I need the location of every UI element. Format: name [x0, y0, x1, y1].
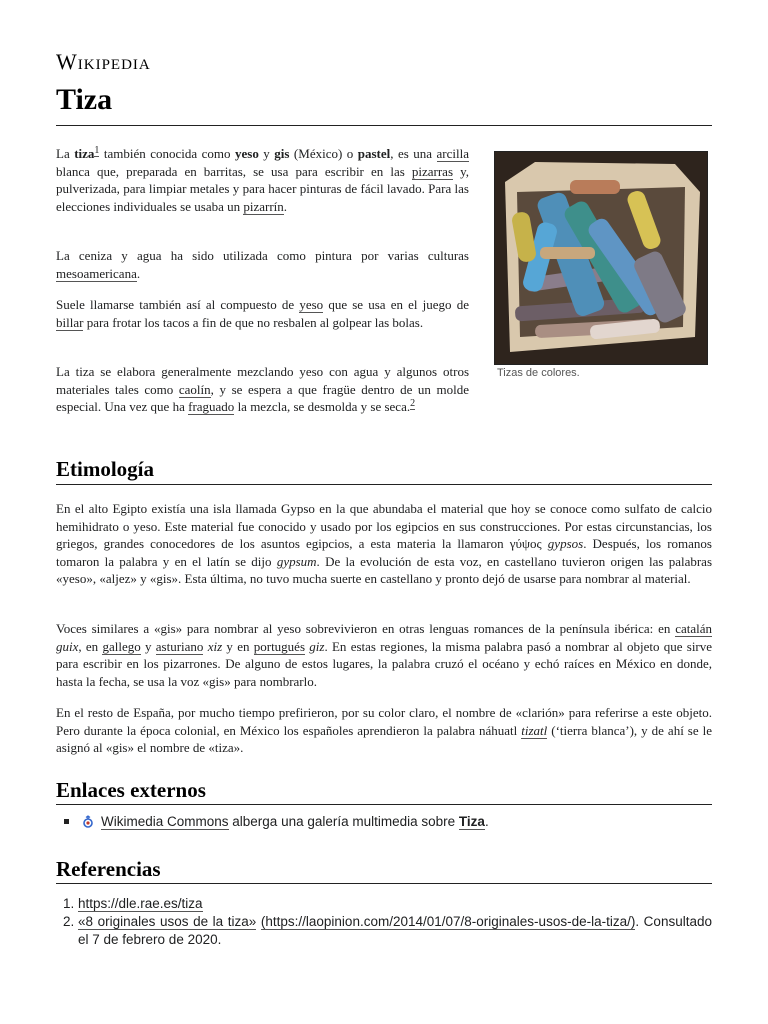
text: y en: [222, 638, 254, 654]
text: Voces similares a «gis» para nombrar al yeso sobrevivieron en otras lenguas romances de la península ibérica: en: [56, 621, 676, 636]
italic-term: guix: [56, 638, 79, 654]
text: alberga una galería multimedia sobre: [228, 814, 459, 829]
link-portugues[interactable]: portugués: [253, 638, 306, 654]
text: En el alto Egipto existía una isla llamada Gypso en la que abundaba el material que hoy se conoce como sulfato de calcio hemihidrato o yeso. Este material fue conocido y usado por los egipcios en sus construcciones. Por estas circunstancias, los griegos, grandes conocedores de los asuntos egipcios, a esta materia la llamaron γύψος: [56, 501, 712, 552]
link-pizarras[interactable]: pizarras: [411, 163, 454, 179]
wikipedia-wordmark[interactable]: Wikipedia: [56, 49, 151, 74]
text: la mezcla, se desmolda y se seca.: [234, 399, 411, 415]
reference-title[interactable]: «8 originales usos de la tiza»: [78, 914, 257, 929]
bullet: [64, 819, 69, 824]
etimologia-paragraph: [56, 620, 712, 690]
link-billar[interactable]: billar: [56, 314, 84, 330]
text: y, pulverizada, para limpiar metales y para hacer pinturas de fácil lavado. Para las elecciones individuales se usaba un: [56, 163, 470, 214]
link-arcilla[interactable]: arcilla: [436, 146, 470, 161]
list-item: [64, 814, 489, 829]
text: La: [56, 146, 75, 161]
intro-paragraph: [56, 145, 469, 215]
wikimedia-commons-icon: [81, 815, 95, 829]
text: , en: [78, 638, 103, 654]
link-mesoamericana[interactable]: mesoamericana: [56, 265, 137, 281]
link-catalan[interactable]: catalán: [675, 621, 712, 636]
thumbnail-caption: Tizas de colores.: [497, 367, 580, 379]
italic-term: gypsos: [547, 536, 584, 552]
page-title: Tiza: [56, 83, 113, 116]
text: La tiza se elabora generalmente mezclando yeso con agua y algunos otros materiales tales como: [56, 364, 469, 397]
references-list: [78, 895, 712, 949]
etimologia-paragraph: [56, 500, 712, 588]
text: , y se espera a que fragüe dentro de un molde especial. Una vez que ha: [56, 381, 469, 415]
link-yeso[interactable]: yeso: [299, 297, 324, 312]
intro-paragraph: [56, 363, 469, 416]
section-divider: [56, 484, 712, 485]
link-commons-tiza[interactable]: Tiza: [458, 814, 485, 829]
text: y: [140, 638, 156, 654]
text: y: [258, 146, 275, 161]
italic-term: xiz: [207, 638, 223, 654]
reference-url[interactable]: (https://laopinion.com/2014/01/07/8-originales-usos-de-la-tiza/): [260, 914, 636, 929]
bold-term: gis: [274, 146, 290, 161]
section-heading-referencias: Referencias: [56, 857, 161, 881]
chalk-photo[interactable]: [494, 151, 708, 365]
link-tizatl[interactable]: tizatl: [521, 722, 548, 738]
link-caolin[interactable]: caolín: [178, 381, 211, 397]
text: (‘tierra blanca’), y de ahí se le asignó al «gis» el nombre de «tiza».: [56, 722, 713, 756]
text: blanca que, preparada en barritas, se usa para escribir en las: [56, 163, 412, 179]
bold-term: pastel: [357, 146, 391, 161]
title-divider: [56, 125, 712, 126]
link-fraguado[interactable]: fraguado: [188, 399, 235, 415]
text: . En estas regiones, la misma palabra pasó a nombrar al objeto que sirve para escribir en los pizarrones. De alguno de estos lugares, la palabra cruzó el océano y echó raíces en México en donde, hasta la fecha, se usa la voz «gis» para nombrarlo.: [56, 638, 713, 689]
text: Suele llamarse también así al compuesto de: [56, 297, 300, 312]
text: para frotar los tacos a fin de que no resbalen al golpear las bolas.: [83, 314, 424, 330]
reference-url[interactable]: https://dle.rae.es/tiza: [78, 896, 203, 911]
text: En el resto de España, por mucho tiempo prefirieron, por su color claro, el nombre de «clarión» para referirse a este objeto. Pero durante la época colonial, en México los españoles aprendieron la palabra náhuatl: [56, 705, 712, 738]
text: . Consultado el 7 de febrero de 2020.: [78, 914, 712, 947]
text: . Después, los romanos tomaron la palabra y en el latín se dijo: [56, 536, 712, 569]
intro-paragraph: [56, 247, 469, 282]
text: (México) o: [289, 146, 358, 161]
text: también conocida como: [99, 146, 235, 161]
link-gallego[interactable]: gallego: [102, 638, 141, 654]
text: . De la evolución de esta voz, en castellano tuvieron origen las palabras «yeso», «aljez» y «gis». Esta última, no tuvo mucha suerte en castellano y pronto dejó de usarse para nombrar al material.: [56, 553, 712, 587]
link-wikimedia-commons[interactable]: Wikimedia Commons: [101, 814, 229, 829]
text: La ceniza y agua ha sido utilizada como pintura por varias culturas: [56, 248, 469, 263]
link-asturiano[interactable]: asturiano: [155, 638, 204, 654]
reference-item: [78, 913, 712, 949]
section-heading-enlaces: Enlaces externos: [56, 778, 206, 802]
text: , es una: [390, 146, 437, 161]
section-divider: [56, 883, 712, 884]
italic-term: giz: [309, 638, 325, 654]
text: .: [484, 814, 489, 829]
italic-term: gypsum: [276, 553, 317, 569]
text: que se usa en el juego de: [323, 297, 469, 312]
reference-link[interactable]: 2: [410, 397, 416, 409]
bold-term: tiza: [74, 146, 95, 161]
section-divider: [56, 804, 712, 805]
section-heading-etimologia: Etimología: [56, 457, 154, 481]
intro-paragraph: [56, 296, 469, 331]
reference-link[interactable]: 1: [94, 144, 100, 156]
etimologia-paragraph: [56, 704, 712, 757]
link-pizarrin[interactable]: pizarrín: [243, 198, 284, 214]
bold-term: yeso: [234, 146, 259, 161]
text: .: [136, 265, 141, 281]
external-links-list: [64, 814, 489, 829]
reference-item: [78, 895, 712, 913]
text: .: [283, 198, 288, 214]
